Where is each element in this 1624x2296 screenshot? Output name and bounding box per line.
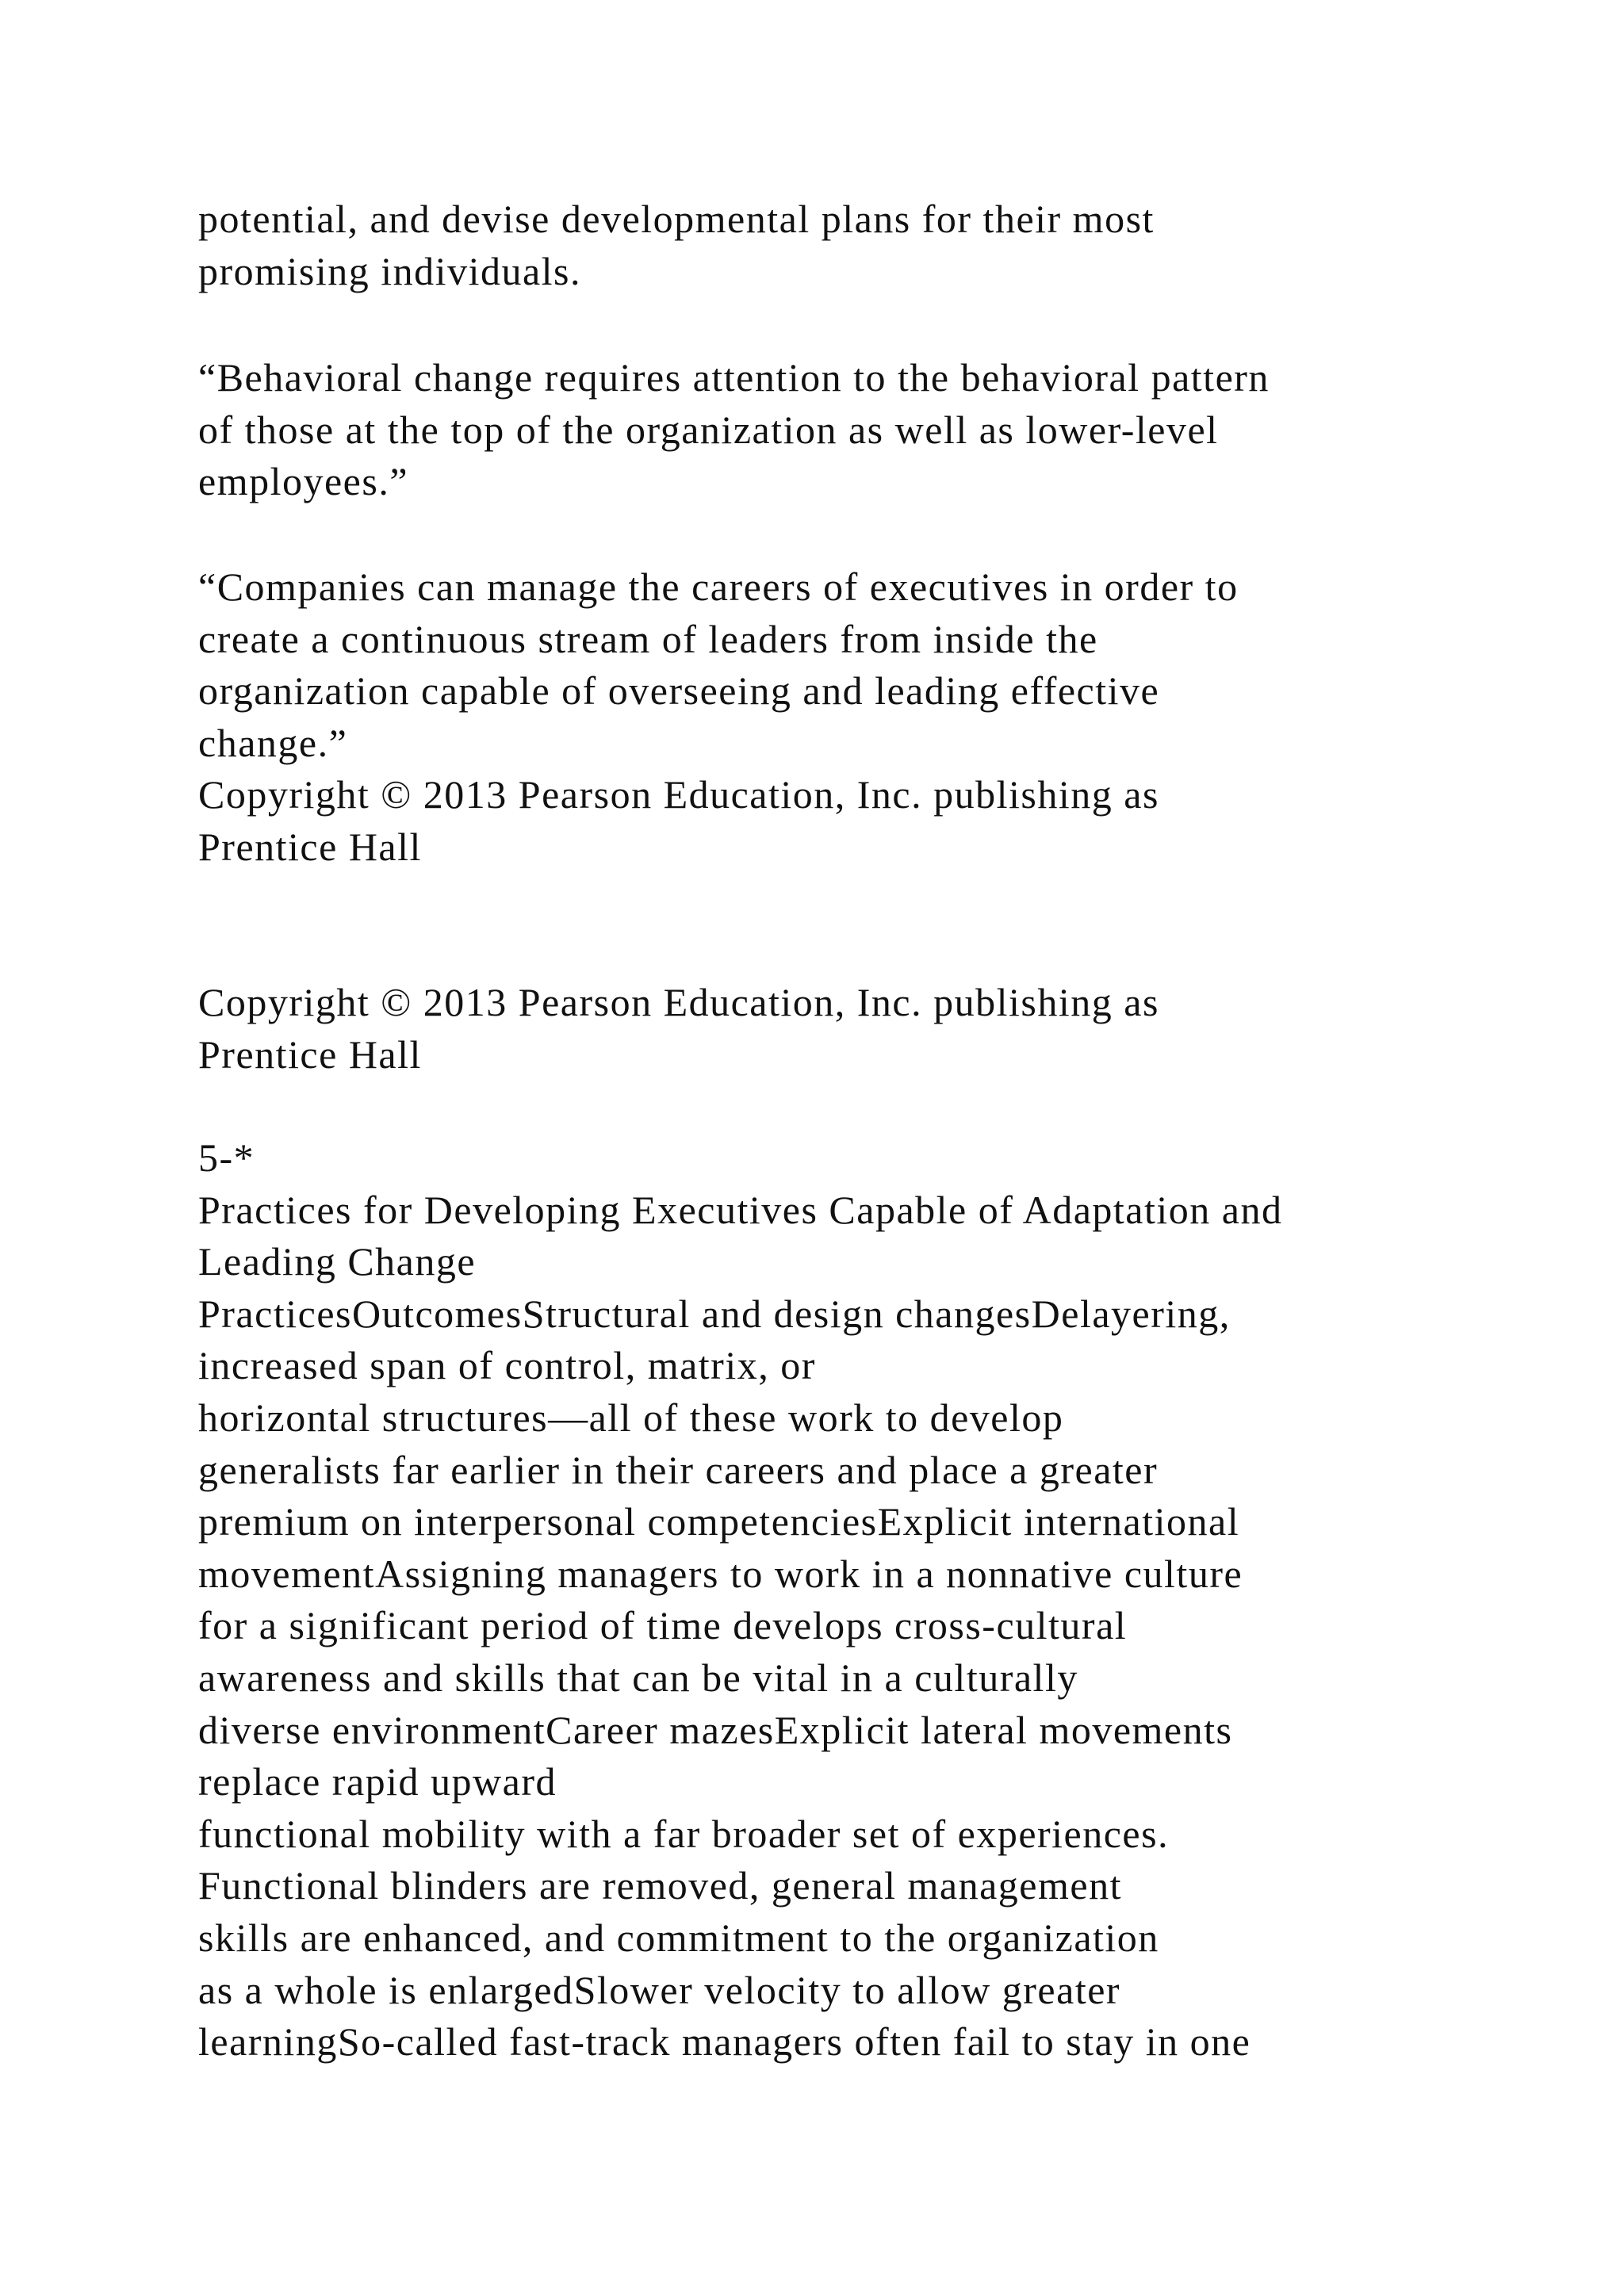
slide-title: Practices for Developing Executives Capable of Adaptation and (198, 1187, 1283, 1232)
text-line: promising individuals. (198, 248, 581, 293)
text-line: learningSo-called fast-track managers often fail to stay in one (198, 2019, 1251, 2064)
text-line: for a significant period of time develops cross-cultural (198, 1603, 1128, 1648)
text-line: employees.” (198, 459, 409, 504)
copyright-line: Prentice Hall (198, 824, 422, 869)
slide-number: 5-* (198, 1135, 255, 1180)
slide-title: Leading Change (198, 1239, 477, 1284)
text-line: horizontal structures—all of these work to develop (198, 1395, 1064, 1440)
text-line: awareness and skills that can be vital in a culturally (198, 1655, 1078, 1700)
text-line: organization capable of overseeing and leading effective (198, 668, 1160, 714)
text-line: generalists far earlier in their careers and place a greater (198, 1447, 1159, 1492)
copyright-notice (198, 977, 1499, 1081)
quote-manage-careers (198, 561, 1499, 874)
quote-behavioral-change (198, 352, 1499, 508)
copyright-line: Copyright © 2013 Pearson Education, Inc. publishing as (198, 980, 1159, 1024)
text-line: functional mobility with a far broader set of experiences. (198, 1811, 1170, 1856)
text-line: change.” (198, 720, 348, 765)
text-line: diverse environmentCareer mazesExplicit lateral movements (198, 1707, 1233, 1752)
text-line: “Companies can manage the careers of executives in order to (198, 564, 1239, 609)
copyright-line: Copyright © 2013 Pearson Education, Inc. publishing as (198, 772, 1159, 817)
text-line: potential, and devise developmental plans for their most (198, 197, 1155, 241)
text-line: premium on interpersonal competenciesExplicit international (198, 1499, 1240, 1544)
text-line: PracticesOutcomesStructural and design changesDelayering, (198, 1291, 1231, 1336)
text-line: skills are enhanced, and commitment to the organization (198, 1915, 1159, 1960)
text-line: replace rapid upward (198, 1759, 557, 1804)
slide-practices-table (198, 1132, 1499, 2068)
text-line: as a whole is enlargedSlower velocity to allow greater (198, 1967, 1121, 2012)
text-line: “Behavioral change requires attention to the behavioral pattern (198, 355, 1270, 400)
text-line: increased span of control, matrix, or (198, 1343, 816, 1388)
text-line: Functional blinders are removed, general management (198, 1863, 1122, 1908)
paragraph-developmental-plans (198, 193, 1499, 297)
copyright-line: Prentice Hall (198, 1031, 422, 1077)
text-line: of those at the top of the organization as well as lower-level (198, 407, 1219, 452)
text-line: movementAssigning managers to work in a nonnative culture (198, 1551, 1243, 1596)
text-line: create a continuous stream of leaders from inside the (198, 616, 1098, 661)
